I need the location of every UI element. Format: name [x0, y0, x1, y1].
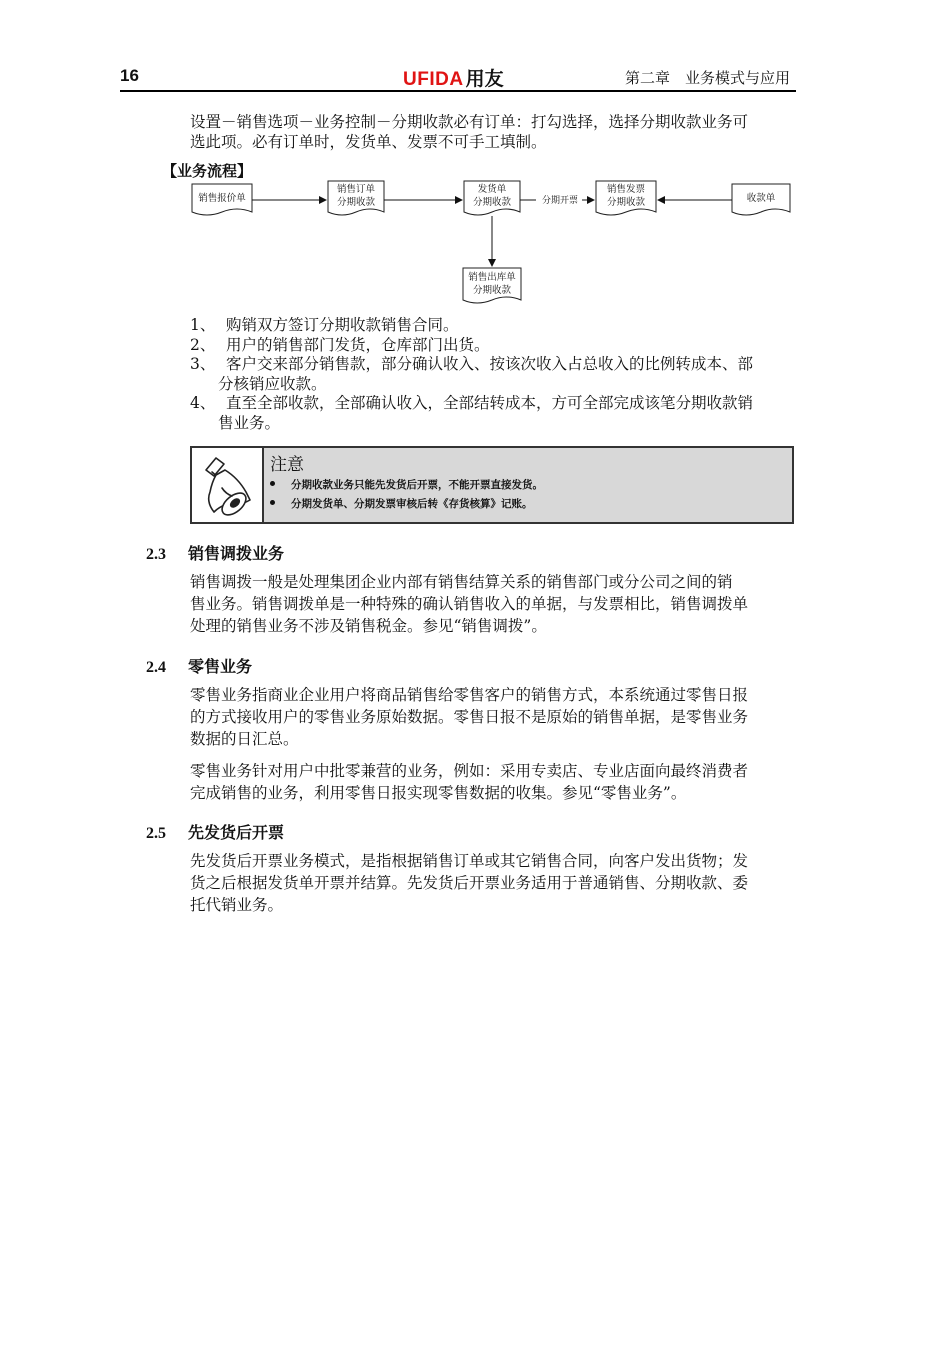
item-number: 1、	[190, 316, 216, 334]
text-line: 设置－销售选项－业务控制－分期收款必有订单：打勾选择，选择分期收款业务可	[190, 113, 749, 131]
chapter-title: 第二章 业务模式与应用	[624, 69, 790, 87]
flow-node-order	[328, 181, 384, 215]
section-2-3-paragraph	[190, 571, 796, 637]
node-text: 发货单	[477, 184, 507, 195]
text-line: 选此项。必有订单时，发货单、发票不可手工填制。	[190, 133, 547, 151]
text-line: 售业务。	[218, 413, 281, 432]
flow-title: 【业务流程】	[162, 162, 253, 180]
edge-label: 分期开票	[541, 196, 579, 206]
section-title: 零售业务	[188, 657, 253, 676]
note-icon-cell	[192, 448, 264, 522]
note-item	[270, 477, 543, 492]
text-line: 售业务。销售调拨单是一种特殊的确认销售收入的单据，与发票相比，销售调拨单	[190, 595, 749, 613]
hand-bell-icon	[192, 448, 262, 522]
node-text: 分期收款	[472, 197, 512, 208]
section-number: 2.4	[146, 659, 166, 676]
logo-brand: UFIDA	[403, 69, 464, 90]
node-text: 收款单	[746, 193, 776, 204]
note-item	[270, 496, 533, 511]
node-text: 分期收款	[472, 285, 512, 296]
logo-cn: 用友	[465, 69, 504, 90]
section-2-4-paragraph-2	[190, 760, 796, 804]
text-line: 先发货后开票业务模式，是指根据销售订单或其它销售合同，向客户发出货物；发	[190, 852, 749, 870]
section-heading-2-4	[146, 654, 252, 677]
section-2-5-paragraph	[190, 850, 796, 916]
list-item	[190, 336, 796, 356]
text-line: 购销双方签订分期收款销售合同。	[226, 316, 459, 334]
flow-node-invoice	[596, 181, 656, 215]
node-text: 销售报价单	[198, 193, 246, 204]
page-header	[120, 62, 796, 92]
ufida-logo	[403, 64, 504, 91]
node-text: 销售订单	[336, 184, 376, 195]
text-line: 零售业务针对用户中批零兼营的业务，例如：采用专卖店、专业店面向最终消费者	[190, 762, 749, 780]
note-item-text: 分期发货单、分期发票审核后转《存货核算》记账。	[291, 498, 533, 510]
section-title: 先发货后开票	[188, 823, 285, 842]
text-line: 用户的销售部门发货，仓库部门出货。	[226, 335, 490, 354]
section-heading-2-5	[146, 820, 284, 843]
text-line: 客户交来部分销售款，部分确认收入、按该次收入占总收入的比例转成本、部	[226, 355, 754, 373]
node-text: 分期收款	[606, 197, 646, 208]
text-line: 零售业务指商业企业用户将商品销售给零售客户的销售方式，本系统通过零售日报	[190, 686, 749, 704]
bullet-icon	[270, 481, 275, 486]
text-line: 数据的日汇总。	[190, 730, 299, 748]
text-line: 直至全部收款，全部确认收入，全部结转成本，方可全部完成该笔分期收款销	[226, 394, 754, 412]
text-line: 货之后根据发货单开票并结算。先发货后开票业务适用于普通销售、分期收款、委	[190, 874, 749, 892]
text-line: 托代销业务。	[190, 896, 284, 914]
text-line: 处理的销售业务不涉及销售税金。参见“销售调拨”。	[190, 617, 547, 635]
bullet-icon	[270, 500, 275, 505]
text-line: 完成销售的业务，利用零售日报实现零售数据的收集。参见“零售业务”。	[190, 784, 687, 802]
intro-paragraph	[190, 112, 796, 152]
section-number: 2.3	[146, 546, 166, 563]
item-number: 2、	[190, 335, 216, 354]
note-body	[264, 448, 792, 522]
page-number: 16	[120, 66, 139, 85]
flow-node-delivery	[464, 181, 520, 215]
section-title: 销售调拨业务	[188, 544, 285, 563]
node-text: 分期收款	[336, 197, 376, 208]
flow-node-outbound	[463, 268, 521, 303]
list-item	[190, 316, 796, 336]
flow-node-quote	[192, 184, 252, 215]
text-line: 分核销应收款。	[218, 374, 327, 393]
item-number: 3、	[190, 355, 216, 373]
section-2-4-paragraph-1	[190, 684, 796, 750]
note-box	[190, 446, 794, 524]
list-item	[190, 394, 796, 433]
text-line: 的方式接收用户的零售业务原始数据。零售日报不是原始的销售单据，是零售业务	[190, 708, 749, 726]
note-title: 注意	[270, 455, 304, 475]
note-item-text: 分期收款业务只能先发货后开票，不能开票直接发货。	[291, 479, 543, 491]
steps-list	[190, 316, 796, 433]
section-heading-2-3	[146, 541, 284, 564]
node-text: 销售发票	[606, 184, 646, 195]
node-text: 销售出库单	[468, 272, 516, 283]
item-number: 4、	[190, 394, 216, 412]
business-flow-diagram	[120, 176, 800, 308]
section-number: 2.5	[146, 825, 166, 842]
text-line: 销售调拨一般是处理集团企业内部有销售结算关系的销售部门或分公司之间的销	[190, 573, 733, 591]
list-item	[190, 355, 796, 394]
flow-node-receipt	[732, 184, 790, 215]
